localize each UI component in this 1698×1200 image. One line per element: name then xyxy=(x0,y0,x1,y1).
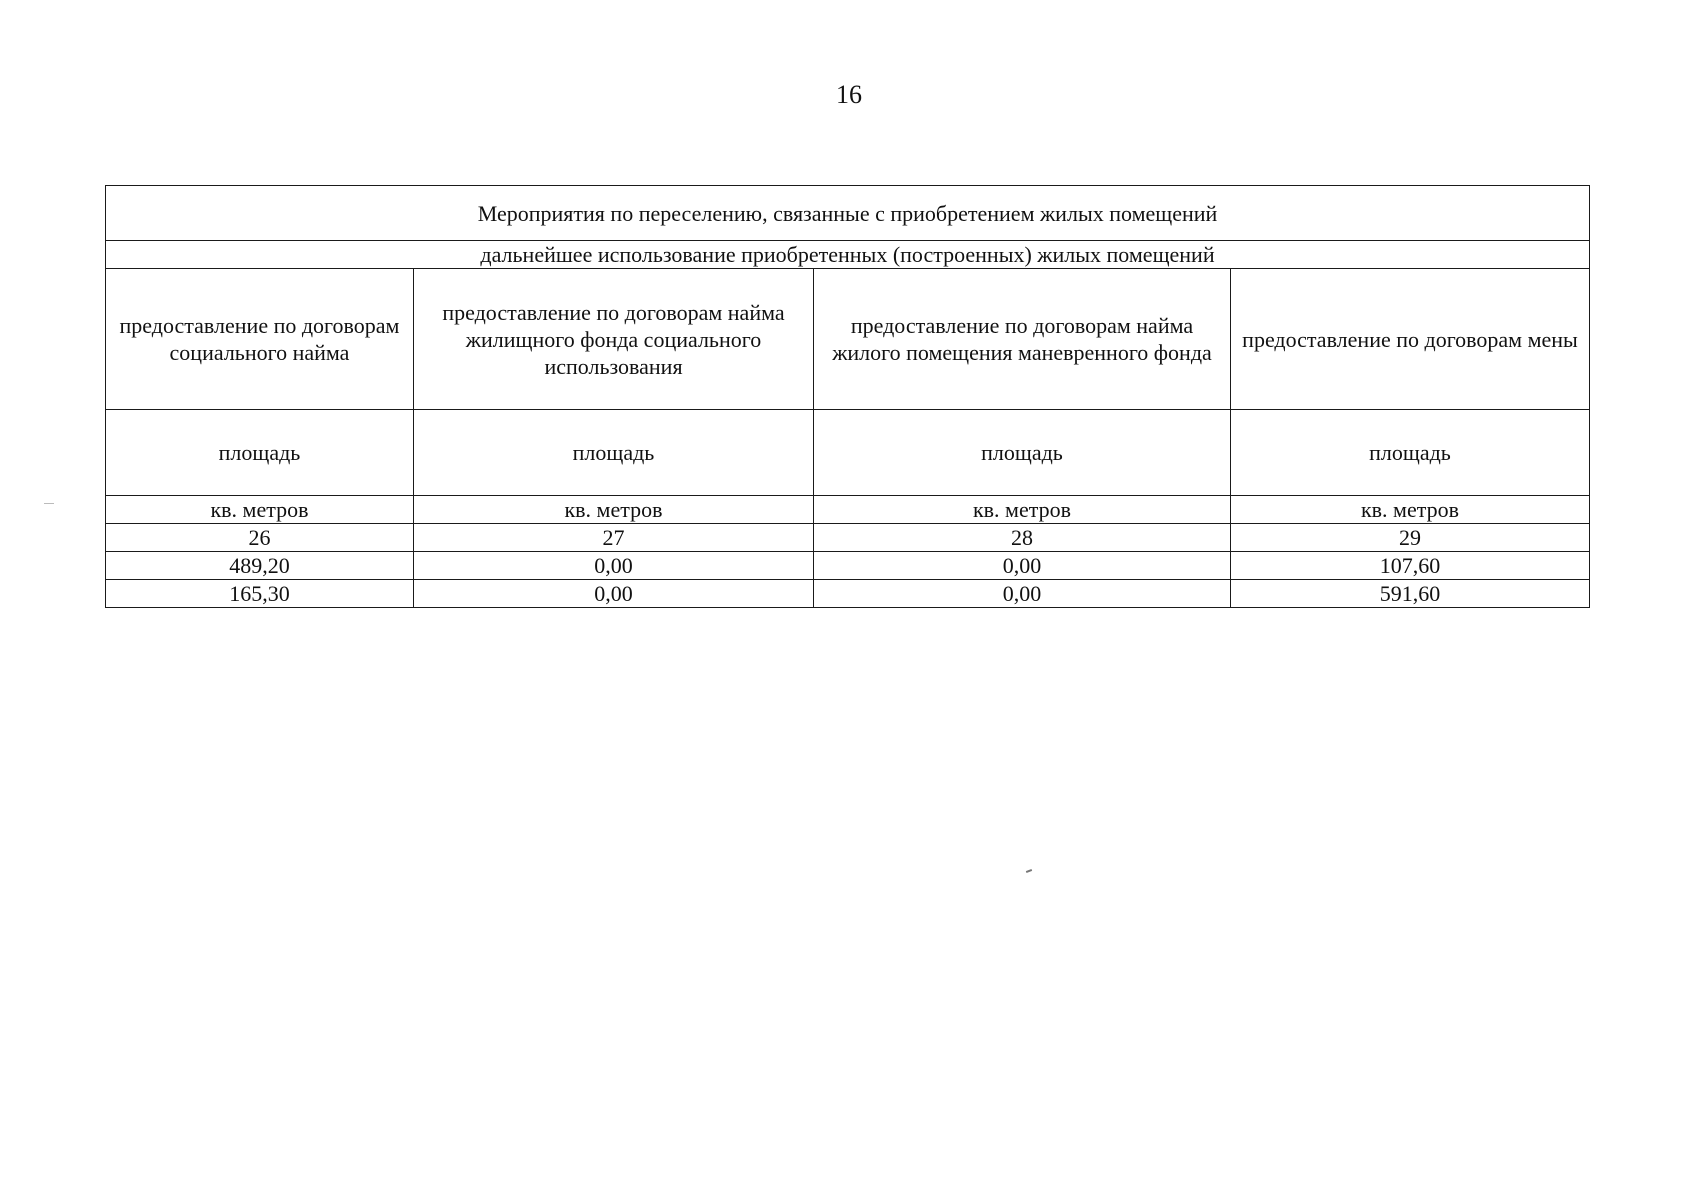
table-row xyxy=(106,552,1590,580)
column-number: 27 xyxy=(414,524,814,552)
table-cell: 0,00 xyxy=(414,552,814,580)
unit-label: кв. метров xyxy=(414,496,814,524)
unit-label: кв. метров xyxy=(1231,496,1590,524)
column-header-exchange: предоставление по договорам мены xyxy=(1231,269,1590,410)
table-cell: 107,60 xyxy=(1231,552,1590,580)
measure-label: площадь xyxy=(414,410,814,496)
table-row xyxy=(106,580,1590,608)
table-cell: 0,00 xyxy=(414,580,814,608)
column-header-social-rent: предоставление по договорам социального найма xyxy=(106,269,414,410)
table-cell: 0,00 xyxy=(814,552,1231,580)
unit-row xyxy=(106,496,1590,524)
table-title-row xyxy=(106,186,1590,241)
column-header-row xyxy=(106,269,1590,410)
scan-speck xyxy=(44,503,54,504)
page-number: 16 xyxy=(836,80,862,109)
table-subtitle-row xyxy=(106,241,1590,269)
measure-label: площадь xyxy=(1231,410,1590,496)
column-number: 28 xyxy=(814,524,1231,552)
table-subtitle: дальнейшее использование приобретенных (построенных) жилых помещений xyxy=(106,241,1590,269)
unit-label: кв. метров xyxy=(814,496,1231,524)
table-cell: 591,60 xyxy=(1231,580,1590,608)
column-header-social-use-fund: предоставление по договорам найма жилищного фонда социального использования xyxy=(414,269,814,410)
unit-label: кв. метров xyxy=(106,496,414,524)
column-header-maneuver-fund: предоставление по договорам найма жилого помещения маневренного фонда xyxy=(814,269,1231,410)
column-number-row xyxy=(106,524,1590,552)
table-cell: 0,00 xyxy=(814,580,1231,608)
column-number: 26 xyxy=(106,524,414,552)
measure-label: площадь xyxy=(106,410,414,496)
table-title: Мероприятия по переселению, связанные с приобретением жилых помещений xyxy=(106,186,1590,241)
measure-label: площадь xyxy=(814,410,1231,496)
table-cell: 489,20 xyxy=(106,552,414,580)
scan-speck xyxy=(1026,869,1032,873)
table-cell: 165,30 xyxy=(106,580,414,608)
column-number: 29 xyxy=(1231,524,1590,552)
resettlement-table xyxy=(105,185,1590,608)
measure-row xyxy=(106,410,1590,496)
